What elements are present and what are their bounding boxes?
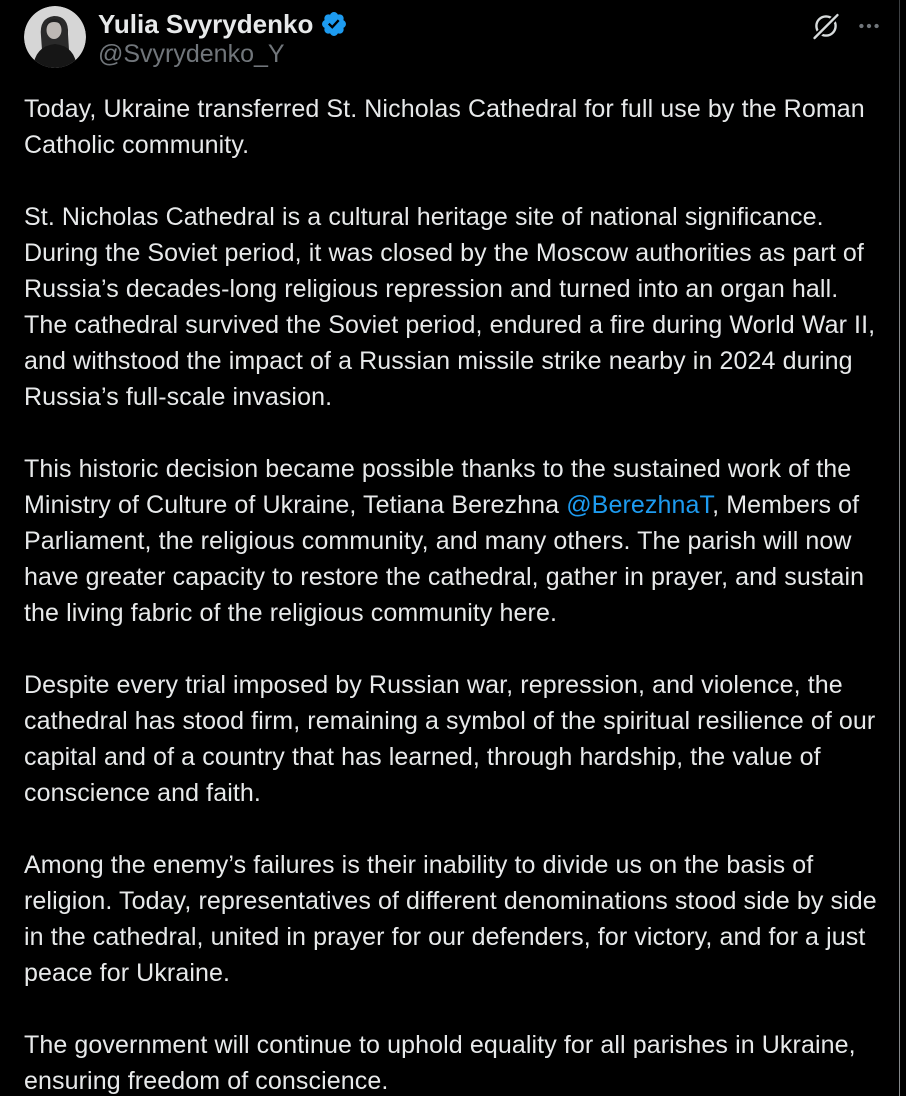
mention-link[interactable]: @BerezhnaT xyxy=(566,491,713,519)
tweet-header xyxy=(0,0,906,69)
more-icon xyxy=(856,13,882,39)
tweet-paragraph: The government will continue to uphold equality for all parishes in Ukraine, ensuring freedom of conscience. xyxy=(24,1031,856,1095)
tweet-paragraph: Despite every trial imposed by Russian war, repression, and violence, the cathedral has stood firm, remaining a symbol of the spiritual resilience of our capital and of a country that has learned, through hardship, the value of conscience and faith. xyxy=(24,671,876,807)
avatar[interactable] xyxy=(24,6,86,68)
tweet-text-segment: This historic decision became possible thanks to the sustained work of the Ministry of Culture of Ukraine, Tetiana Berezhna xyxy=(24,455,852,519)
grok-button[interactable] xyxy=(810,10,842,42)
author-name-row xyxy=(98,9,348,39)
tweet-paragraph: Today, Ukraine transferred St. Nicholas Cathedral for full use by the Roman Catholic community. xyxy=(24,95,865,159)
author-handle[interactable]: @Svyrydenko_Y xyxy=(98,40,285,68)
author-name[interactable]: Yulia Svyrydenko xyxy=(98,9,314,39)
more-button[interactable] xyxy=(856,13,882,39)
avatar-photo xyxy=(24,6,86,68)
tweet-text-segment: , Members of Parliament, the religious community, and many others. The parish will now have greater capacity to restore the cathedral, gather in prayer, and sustain the living fabric of the religious community here. xyxy=(24,491,865,627)
tweet-paragraph: St. Nicholas Cathedral is a cultural heritage site of national significance. During the Soviet period, it was closed by the Moscow authorities as part of Russia’s decades-long religious repression and turned into an organ hall. The cathedral survived the Soviet period, endured a fire during World War II, and withstood the impact of a Russian missile strike nearby in 2024 during Russia’s full-scale invasion. xyxy=(24,203,876,411)
tweet-paragraph: Among the enemy’s failures is their inability to divide us on the basis of religion. Today, representatives of different denominations stood side by side in the cathedral, united in prayer for our defenders, for victory, and for a just peace for Ukraine. xyxy=(24,851,877,987)
author-block xyxy=(98,6,348,69)
tweet-text xyxy=(0,69,906,1096)
verified-badge-icon xyxy=(320,10,348,38)
header-actions xyxy=(810,6,882,42)
grok-icon xyxy=(810,10,842,42)
tweet-paragraph xyxy=(24,451,880,631)
